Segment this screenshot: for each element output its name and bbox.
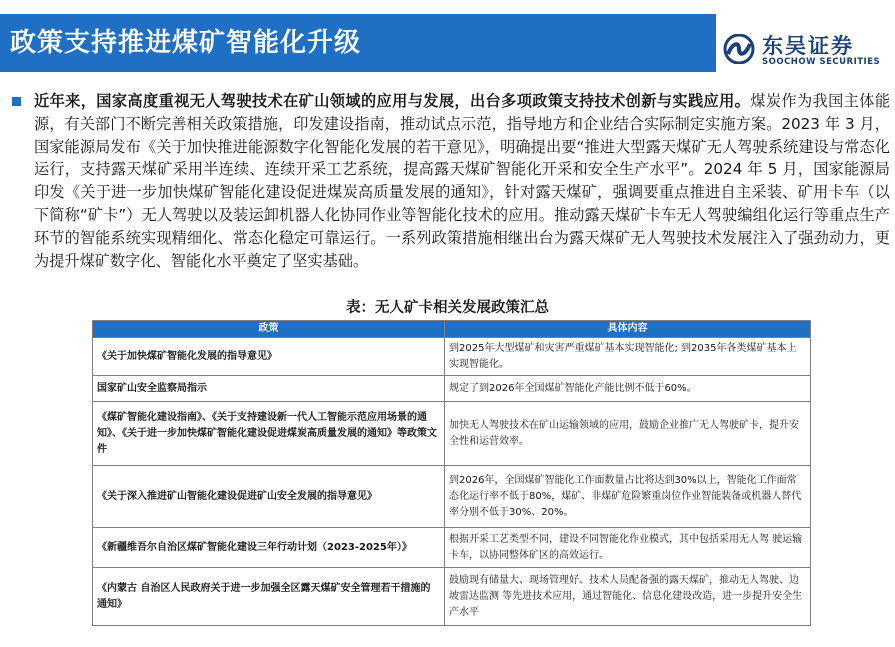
table-row bbox=[93, 528, 811, 568]
table-row bbox=[93, 338, 811, 376]
policy-cell: 《内蒙古 自治区人民政府关于进一步加强全区露天煤矿安全管理若干措施的通知》 bbox=[93, 568, 445, 626]
content-cell: 根据开采工艺类型不同，建设不同智能化作业模式，其中包括采用无人驾 驶运输卡车，以协同整体矿区的高效运行。 bbox=[445, 528, 811, 568]
content-cell: 到2026年，全国煤矿智能化工作面数量占比将达到30%以上，智能化工作面常态化运行率不低于80%，煤矿、非煤矿危险繁重岗位作业智能装备或机器人替代率分别不低于30%、20%。 bbox=[445, 466, 811, 528]
content-cell: 鼓励现有储量大、现场管理好、技术人员配备强的露天煤矿，推动无人驾驶、边坡雷达监测 等先进技术应用，通过智能化、信息化建设改造，进一步提升安全生产水平 bbox=[445, 568, 811, 626]
table-title: 表：无人矿卡相关发展政策汇总 bbox=[346, 300, 549, 316]
policy-cell: 国家矿山安全监察局指示 bbox=[93, 376, 445, 402]
policy-cell: 《关于加快煤矿智能化发展的指导意见》 bbox=[93, 338, 445, 376]
logo-text-cn: 东吴证券 bbox=[762, 34, 854, 58]
logo-text-en: SOOCHOW SECURITIES bbox=[762, 57, 881, 67]
policy-cell: 《新疆维吾尔自治区煤矿智能化建设三年行动计划（2023-2025年）》 bbox=[93, 528, 445, 568]
policy-cell: 《关于深入推进矿山智能化建设促进矿山安全发展的指导意见》 bbox=[93, 466, 445, 528]
table-row bbox=[93, 568, 811, 626]
header-content: 具体内容 bbox=[445, 321, 811, 338]
title-bar bbox=[0, 14, 716, 72]
table-header-row bbox=[93, 321, 811, 338]
intro-paragraph bbox=[34, 90, 890, 272]
content-cell: 规定了到2026年全国煤矿智能化产能比例不低于60%。 bbox=[445, 376, 811, 402]
content-cell: 加快无人驾驶技术在矿山运输领域的应用，鼓励企业推广无人驾驶矿卡，提升安全性和运营效率。 bbox=[445, 402, 811, 466]
table-row bbox=[93, 466, 811, 528]
policy-table bbox=[92, 320, 811, 626]
soochow-logo-icon bbox=[722, 34, 756, 64]
square-bullet-icon bbox=[12, 97, 21, 106]
table-row bbox=[93, 376, 811, 402]
header-policy: 政策 bbox=[93, 321, 445, 338]
paragraph-body: 煤炭作为我国主体能源，有关部门不断完善相关政策措施，印发建设指南，推动试点示范，指导地方和企业结合实际制定实施方案。2023 年 3 月，国家能源局发布《关于加快推进能源数字化智能化发展的若干意见》，明确提出要“推进大型露天煤矿无人驾驶系统建设与常态化运行，支持露天煤矿采用半连续、连续开采工艺系统，提高露天煤矿智能化开采和安全生产水平”。2024 年 5 月，国家能源局印发《关于进一步加快煤矿智能化建设促进煤炭高质量发展的通知》，针对露天煤矿，强调要重点推进自主采装、矿用卡车（以下简称“矿卡”）无人驾驶以及装运卸机器人化协同作业等智能化技术的应用。推动露天煤矿卡车无人驾驶编组化运行等重点生产环节的智能系统实现精细化、常态化稳定可靠运行。一系列政策措施相继出台为露天煤矿无人驾驶技术发展注入了强劲动力，更为提升煤矿数字化、智能化水平奠定了坚实基础。 bbox=[34, 92, 891, 270]
table-row bbox=[93, 402, 811, 466]
content-cell: 到2025年大型煤矿和灾害严重煤矿基本实现智能化; 到2035年各类煤矿基本上实现智能化。 bbox=[445, 338, 811, 376]
company-logo bbox=[722, 34, 892, 74]
header bbox=[0, 0, 895, 80]
page-title: 政策支持推进煤矿智能化升级 bbox=[10, 28, 362, 58]
paragraph-lead: 近年来，国家高度重视无人驾驶技术在矿山领域的应用与发展，出台多项政策支持技术创新与实践应用。 bbox=[34, 92, 751, 110]
policy-cell: 《煤矿智能化建设指南》、《关于支持建设新一代人工智能示范应用场景的通知》、《关于进一步加快煤矿智能化建设促进煤炭高质量发展的通知》等政策文件 bbox=[93, 402, 445, 466]
